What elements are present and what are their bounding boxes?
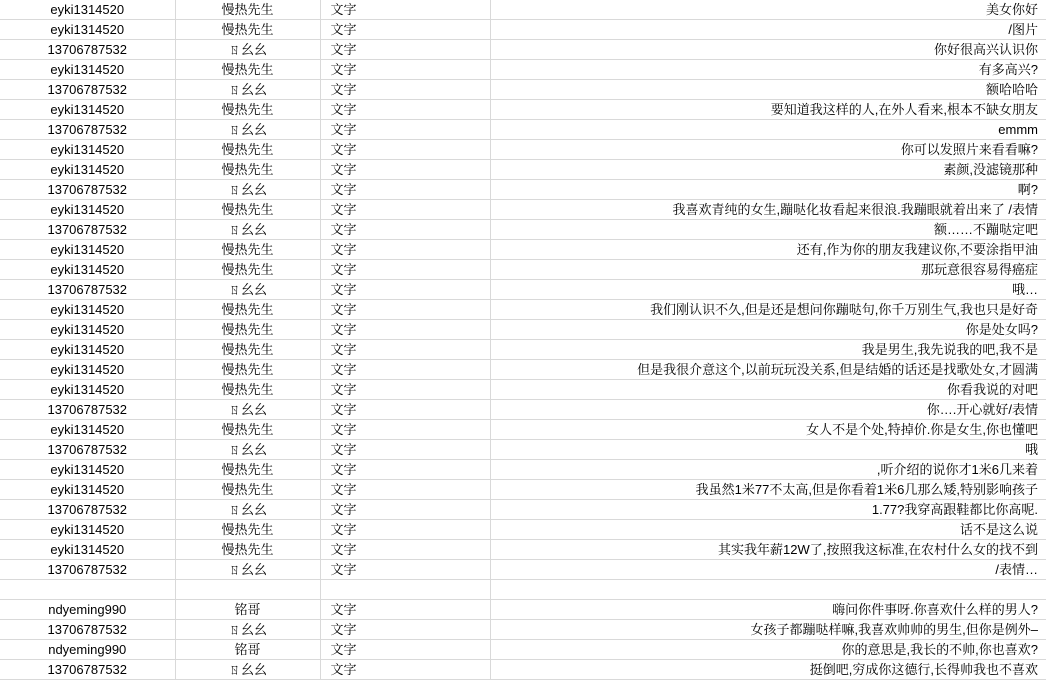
- cell-id: 13706787532: [0, 40, 175, 60]
- cell-name: ㄖ幺幺: [175, 440, 320, 460]
- cell-content: 你….开心就好/表情: [490, 400, 1046, 420]
- cell-id: 13706787532: [0, 620, 175, 640]
- table-row[interactable]: [0, 620, 1046, 640]
- cell-type: 文字: [320, 500, 490, 520]
- table-row-blank[interactable]: [0, 580, 1046, 600]
- cell-name: 慢热先生: [175, 380, 320, 400]
- cell-type: 文字: [320, 20, 490, 40]
- cell-content: ,听介绍的说你才1米6几来着: [490, 460, 1046, 480]
- cell-id: eyki1314520: [0, 0, 175, 20]
- cell-name: 慢热先生: [175, 540, 320, 560]
- cell-type: 文字: [320, 600, 490, 620]
- cell-type: 文字: [320, 140, 490, 160]
- table-row[interactable]: [0, 480, 1046, 500]
- cell-id: eyki1314520: [0, 140, 175, 160]
- cell-content: 你可以发照片来看看嘛?: [490, 140, 1046, 160]
- table-row[interactable]: [0, 600, 1046, 620]
- cell-name: 慢热先生: [175, 460, 320, 480]
- cell-id: eyki1314520: [0, 380, 175, 400]
- cell-type: 文字: [320, 280, 490, 300]
- cell-content: 那玩意很容易得癌症: [490, 260, 1046, 280]
- cell-name: ㄖ幺幺: [175, 40, 320, 60]
- cell-name: 慢热先生: [175, 240, 320, 260]
- cell-name: ㄖ幺幺: [175, 220, 320, 240]
- cell-content: 哦…: [490, 280, 1046, 300]
- cell-type: 文字: [320, 240, 490, 260]
- cell-id: eyki1314520: [0, 320, 175, 340]
- cell-id: 13706787532: [0, 280, 175, 300]
- cell-name: ㄖ幺幺: [175, 500, 320, 520]
- cell-type: 文字: [320, 220, 490, 240]
- cell-id: eyki1314520: [0, 520, 175, 540]
- cell-content: 要知道我这样的人,在外人看来,根本不缺女朋友: [490, 100, 1046, 120]
- cell-name: ㄖ幺幺: [175, 620, 320, 640]
- table-row[interactable]: [0, 240, 1046, 260]
- cell-content: 啊?: [490, 180, 1046, 200]
- table-row[interactable]: [0, 440, 1046, 460]
- cell-type: 文字: [320, 120, 490, 140]
- cell-id: 13706787532: [0, 220, 175, 240]
- cell-type: 文字: [320, 520, 490, 540]
- cell-id: eyki1314520: [0, 420, 175, 440]
- cell-id: eyki1314520: [0, 460, 175, 480]
- table-row[interactable]: [0, 340, 1046, 360]
- table-row[interactable]: [0, 140, 1046, 160]
- cell-type: 文字: [320, 380, 490, 400]
- cell-id: eyki1314520: [0, 300, 175, 320]
- cell-content: 素颜,没滤镜那种: [490, 160, 1046, 180]
- cell-type: 文字: [320, 640, 490, 660]
- cell-id: eyki1314520: [0, 360, 175, 380]
- cell-content: 有多高兴?: [490, 60, 1046, 80]
- cell-name: ㄖ幺幺: [175, 80, 320, 100]
- cell-id: 13706787532: [0, 400, 175, 420]
- cell-content: 我们刚认识不久,但是还是想问你蹦哒句,你千万别生气,我也只是好奇: [490, 300, 1046, 320]
- cell-type: 文字: [320, 40, 490, 60]
- cell-type: 文字: [320, 160, 490, 180]
- cell-name: 慢热先生: [175, 340, 320, 360]
- cell-id: 13706787532: [0, 440, 175, 460]
- cell-id: 13706787532: [0, 560, 175, 580]
- cell-name: ㄖ幺幺: [175, 280, 320, 300]
- cell-content: /表情…: [490, 560, 1046, 580]
- cell-id: 13706787532: [0, 180, 175, 200]
- cell-name: 慢热先生: [175, 140, 320, 160]
- cell-name: ㄖ幺幺: [175, 400, 320, 420]
- table-row[interactable]: [0, 420, 1046, 440]
- table-row[interactable]: [0, 300, 1046, 320]
- cell-type: 文字: [320, 180, 490, 200]
- cell-id: 13706787532: [0, 120, 175, 140]
- cell-content: 我喜欢青纯的女生,蹦哒化妆看起来很浪.我蹦眼就着出来了 /表情: [490, 200, 1046, 220]
- cell-id: eyki1314520: [0, 540, 175, 560]
- cell-id: eyki1314520: [0, 100, 175, 120]
- cell-content: 哦: [490, 440, 1046, 460]
- cell-id: eyki1314520: [0, 240, 175, 260]
- cell-id: 13706787532: [0, 80, 175, 100]
- table-row[interactable]: [0, 160, 1046, 180]
- cell-name: 慢热先生: [175, 300, 320, 320]
- cell-name: 慢热先生: [175, 20, 320, 40]
- cell-id: 13706787532: [0, 660, 175, 680]
- cell-content: 你的意思是,我长的不帅,你也喜欢?: [490, 640, 1046, 660]
- cell-content: 你好很高兴认识你: [490, 40, 1046, 60]
- table-row[interactable]: [0, 660, 1046, 680]
- table-row[interactable]: [0, 280, 1046, 300]
- cell-name: 铭哥: [175, 640, 320, 660]
- table-row[interactable]: [0, 180, 1046, 200]
- cell-content: 你是处女吗?: [490, 320, 1046, 340]
- table-row[interactable]: [0, 320, 1046, 340]
- table-row[interactable]: [0, 100, 1046, 120]
- cell-name: 慢热先生: [175, 520, 320, 540]
- cell-name: 慢热先生: [175, 160, 320, 180]
- table-row[interactable]: [0, 0, 1046, 20]
- cell-type: 文字: [320, 460, 490, 480]
- cell-type: [320, 580, 490, 600]
- table-row[interactable]: [0, 520, 1046, 540]
- cell-id: eyki1314520: [0, 60, 175, 80]
- table-row[interactable]: [0, 380, 1046, 400]
- cell-name: 慢热先生: [175, 60, 320, 80]
- table-row[interactable]: [0, 120, 1046, 140]
- cell-id: eyki1314520: [0, 200, 175, 220]
- cell-type: 文字: [320, 200, 490, 220]
- cell-content: 女人不是个处,特掉价.你是女生,你也懂吧: [490, 420, 1046, 440]
- cell-type: 文字: [320, 100, 490, 120]
- cell-id: ndyeming990: [0, 640, 175, 660]
- cell-content: 我虽然1米77不太高,但是你看着1米6几那么矮,特别影响孩子: [490, 480, 1046, 500]
- cell-name: 慢热先生: [175, 420, 320, 440]
- cell-content: 但是我很介意这个,以前玩玩没关系,但是结婚的话还是找歌处女,才圆满: [490, 360, 1046, 380]
- table-row[interactable]: [0, 540, 1046, 560]
- cell-content: 额……不蹦哒定吧: [490, 220, 1046, 240]
- cell-type: 文字: [320, 440, 490, 460]
- cell-type: 文字: [320, 0, 490, 20]
- cell-content: /图片: [490, 20, 1046, 40]
- table-row[interactable]: [0, 400, 1046, 420]
- cell-type: 文字: [320, 660, 490, 680]
- cell-id: 13706787532: [0, 500, 175, 520]
- cell-content: 美女你好: [490, 0, 1046, 20]
- cell-type: 文字: [320, 420, 490, 440]
- cell-name: [175, 580, 320, 600]
- cell-content: 女孩子都蹦哒样嘛,我喜欢帅帅的男生,但你是例外–: [490, 620, 1046, 640]
- cell-name: 慢热先生: [175, 480, 320, 500]
- cell-type: 文字: [320, 360, 490, 380]
- cell-content: 还有,作为你的朋友我建议你,不要涂指甲油: [490, 240, 1046, 260]
- cell-id: [0, 580, 175, 600]
- cell-id: eyki1314520: [0, 480, 175, 500]
- cell-content: 挺倒吧,穷成你这德行,长得帅我也不喜欢: [490, 660, 1046, 680]
- cell-content: 其实我年薪12W了,按照我这标准,在农村什么女的找不到: [490, 540, 1046, 560]
- cell-type: 文字: [320, 560, 490, 580]
- table-row[interactable]: [0, 560, 1046, 580]
- cell-content: [490, 580, 1046, 600]
- cell-type: 文字: [320, 60, 490, 80]
- cell-type: 文字: [320, 480, 490, 500]
- table-row[interactable]: [0, 80, 1046, 100]
- cell-name: ㄖ幺幺: [175, 560, 320, 580]
- cell-content: emmm: [490, 120, 1046, 140]
- table-row[interactable]: [0, 500, 1046, 520]
- cell-type: 文字: [320, 400, 490, 420]
- cell-content: 嗨问你件事呀.你喜欢什么样的男人?: [490, 600, 1046, 620]
- cell-name: ㄖ幺幺: [175, 120, 320, 140]
- cell-type: 文字: [320, 300, 490, 320]
- cell-name: 慢热先生: [175, 260, 320, 280]
- cell-name: ㄖ幺幺: [175, 660, 320, 680]
- cell-name: ㄖ幺幺: [175, 180, 320, 200]
- cell-content: 额哈哈哈: [490, 80, 1046, 100]
- cell-name: 慢热先生: [175, 360, 320, 380]
- cell-type: 文字: [320, 620, 490, 640]
- cell-type: 文字: [320, 80, 490, 100]
- cell-id: ndyeming990: [0, 600, 175, 620]
- cell-content: 1.77?我穿高跟鞋都比你高呢.: [490, 500, 1046, 520]
- cell-name: 慢热先生: [175, 320, 320, 340]
- cell-content: 你看我说的对吧: [490, 380, 1046, 400]
- table-row[interactable]: [0, 200, 1046, 220]
- table-row[interactable]: [0, 360, 1046, 380]
- cell-id: eyki1314520: [0, 260, 175, 280]
- table-row[interactable]: [0, 260, 1046, 280]
- cell-content: 我是男生,我先说我的吧,我不是: [490, 340, 1046, 360]
- table-row[interactable]: [0, 640, 1046, 660]
- cell-content: 话不是这么说: [490, 520, 1046, 540]
- cell-name: 慢热先生: [175, 0, 320, 20]
- cell-type: 文字: [320, 320, 490, 340]
- cell-name: 铭哥: [175, 600, 320, 620]
- cell-id: eyki1314520: [0, 340, 175, 360]
- table-row[interactable]: [0, 220, 1046, 240]
- cell-type: 文字: [320, 340, 490, 360]
- cell-name: 慢热先生: [175, 200, 320, 220]
- cell-name: 慢热先生: [175, 100, 320, 120]
- table-row[interactable]: [0, 20, 1046, 40]
- cell-type: 文字: [320, 260, 490, 280]
- cell-id: eyki1314520: [0, 20, 175, 40]
- cell-id: eyki1314520: [0, 160, 175, 180]
- table-row[interactable]: [0, 60, 1046, 80]
- table-row[interactable]: [0, 40, 1046, 60]
- table-row[interactable]: [0, 460, 1046, 480]
- cell-type: 文字: [320, 540, 490, 560]
